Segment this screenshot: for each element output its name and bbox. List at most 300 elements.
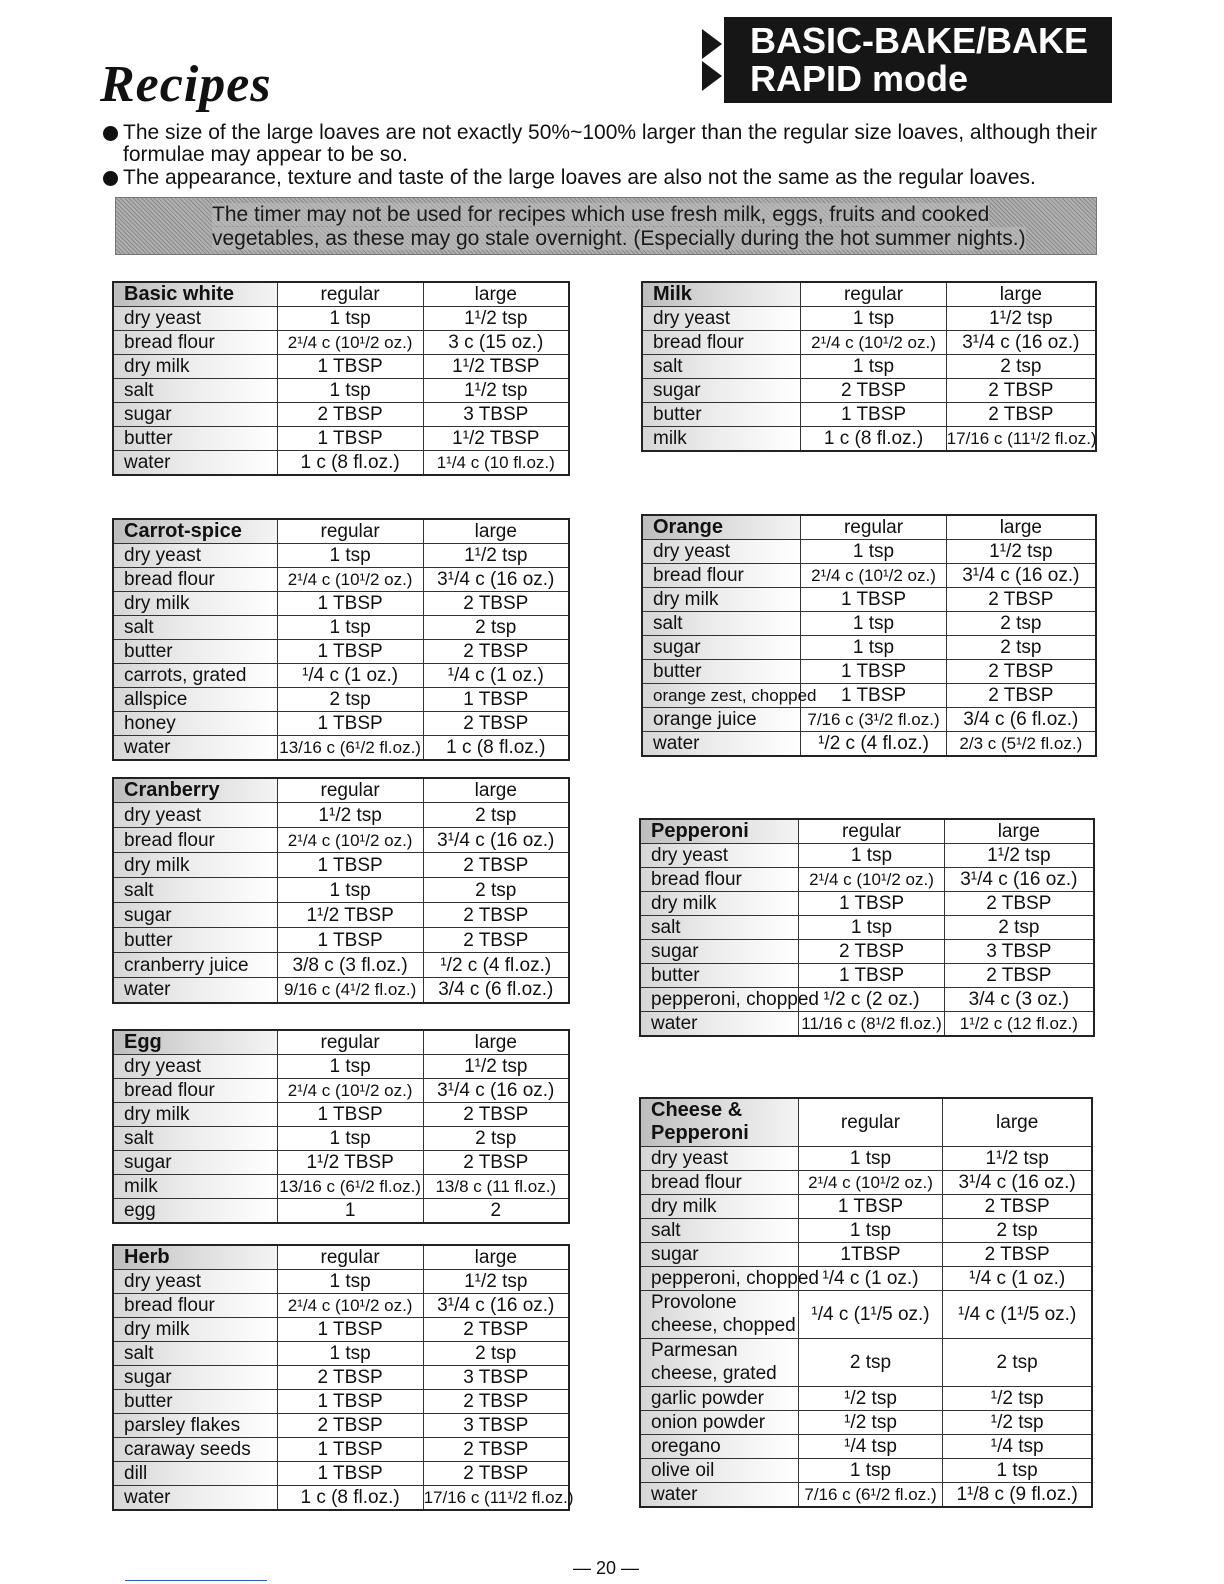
ingredient-cell: dry milk: [640, 892, 799, 916]
large-amount-cell: ¹/4 c (1 oz.): [943, 1266, 1092, 1290]
table-row: [640, 964, 1094, 988]
regular-amount-cell: 2 TBSP: [801, 379, 946, 403]
column-header-large: large: [944, 819, 1094, 844]
table-row: [113, 355, 569, 379]
regular-amount-cell: 11/16 c (8¹/2 fl.oz.): [799, 1012, 944, 1037]
ingredient-cell: dry milk: [113, 355, 277, 379]
banner-arrow-icon: [702, 17, 724, 103]
large-amount-cell: 2 tsp: [943, 1338, 1092, 1386]
table-row: [640, 868, 1094, 892]
recipe-name: Carrot-spice: [113, 519, 277, 544]
ingredient-cell: dry milk: [642, 588, 801, 612]
large-amount-cell: 2 TBSP: [423, 640, 569, 664]
regular-amount-cell: 2 TBSP: [799, 940, 944, 964]
regular-amount-cell: 1 c (8 fl.oz.): [277, 1486, 423, 1511]
table-header-row: [642, 282, 1096, 307]
ingredient-cell: orange juice: [642, 708, 801, 732]
large-amount-cell: 2 tsp: [423, 1127, 569, 1151]
regular-amount-cell: 1 tsp: [277, 1127, 423, 1151]
regular-amount-cell: 1 tsp: [277, 878, 423, 903]
ingredient-cell: dry yeast: [640, 1146, 798, 1170]
table-row: [113, 1390, 569, 1414]
regular-amount-cell: 2¹/4 c (10¹/2 oz.): [277, 1294, 423, 1318]
ingredient-cell: bread flour: [113, 568, 277, 592]
ingredient-cell: cranberry juice: [113, 953, 277, 978]
large-amount-cell: 1¹/2 c (12 fl.oz.): [944, 1012, 1094, 1037]
large-amount-cell: ¹/4 c (1 oz.): [423, 664, 569, 688]
regular-amount-cell: 1 tsp: [801, 636, 946, 660]
ingredient-cell: salt: [113, 1127, 277, 1151]
large-amount-cell: 2 TBSP: [423, 1438, 569, 1462]
ingredient-cell: dry milk: [113, 1103, 277, 1127]
large-amount-cell: 1 tsp: [943, 1458, 1092, 1482]
table-row: [642, 564, 1096, 588]
table-row: [113, 544, 569, 568]
ingredient-cell: onion powder: [640, 1410, 798, 1434]
recipe-name: Orange: [642, 515, 801, 540]
table-row: [640, 1242, 1092, 1266]
ingredient-cell: pepperoni, chopped: [640, 1266, 798, 1290]
large-amount-cell: 2 tsp: [944, 916, 1094, 940]
large-amount-cell: 2 tsp: [946, 355, 1096, 379]
large-amount-cell: 2 TBSP: [944, 892, 1094, 916]
ingredient-cell: sugar: [113, 1366, 277, 1390]
table-header-row: [113, 1030, 569, 1055]
column-header-regular: regular: [801, 515, 946, 540]
regular-amount-cell: 1 TBSP: [277, 1390, 423, 1414]
ingredient-cell: butter: [640, 964, 799, 988]
ingredient-cell: water: [113, 978, 277, 1003]
regular-amount-cell: 1 tsp: [277, 307, 423, 331]
ingredient-cell: Provolone cheese, chopped: [640, 1290, 798, 1338]
large-amount-cell: 2 TBSP: [944, 964, 1094, 988]
large-amount-cell: 3 TBSP: [423, 1414, 569, 1438]
table-row: [113, 331, 569, 355]
large-amount-cell: 3¹/4 c (16 oz.): [946, 564, 1096, 588]
regular-amount-cell: 2 tsp: [798, 1338, 943, 1386]
large-amount-cell: ¹/2 tsp: [943, 1410, 1092, 1434]
table-row: [113, 379, 569, 403]
ingredient-cell: dry milk: [113, 1318, 277, 1342]
regular-amount-cell: 1 tsp: [277, 544, 423, 568]
table-row: [113, 1151, 569, 1175]
table-header-row: [113, 519, 569, 544]
mode-line-1: BASIC-BAKE/BAKE: [750, 20, 1089, 61]
ingredient-cell: caraway seeds: [113, 1438, 277, 1462]
table-row: [113, 1079, 569, 1103]
regular-amount-cell: ¹/2 c (2 oz.): [799, 988, 944, 1012]
column-header-regular: regular: [799, 819, 944, 844]
regular-amount-cell: 1¹/2 TBSP: [277, 903, 423, 928]
regular-amount-cell: 2¹/4 c (10¹/2 oz.): [801, 331, 946, 355]
table-row: [642, 636, 1096, 660]
ingredient-cell: olive oil: [640, 1458, 798, 1482]
regular-amount-cell: 1 TBSP: [801, 684, 946, 708]
regular-amount-cell: 2 TBSP: [277, 1366, 423, 1390]
ingredient-cell: dry yeast: [113, 544, 277, 568]
large-amount-cell: 2 tsp: [423, 803, 569, 828]
regular-amount-cell: 1 TBSP: [277, 1462, 423, 1486]
large-amount-cell: 3¹/4 c (16 oz.): [946, 331, 1096, 355]
large-amount-cell: 2 TBSP: [946, 379, 1096, 403]
column-header-large: large: [423, 1030, 569, 1055]
notes-list: [103, 122, 1103, 190]
ingredient-cell: dry yeast: [113, 1270, 277, 1294]
regular-amount-cell: 1 TBSP: [798, 1194, 943, 1218]
large-amount-cell: 1¹/2 tsp: [946, 540, 1096, 564]
large-amount-cell: 2 TBSP: [423, 853, 569, 878]
table-row: [642, 540, 1096, 564]
column-header-large: large: [946, 515, 1096, 540]
ingredient-cell: water: [113, 451, 277, 476]
regular-amount-cell: 1 tsp: [277, 379, 423, 403]
table-row: [640, 1386, 1092, 1410]
ingredient-cell: water: [113, 1486, 277, 1511]
regular-amount-cell: 1 TBSP: [801, 660, 946, 684]
table-row: [113, 568, 569, 592]
ingredient-cell: milk: [113, 1175, 277, 1199]
ingredient-cell: butter: [113, 640, 277, 664]
ingredient-cell: water: [640, 1482, 798, 1507]
table-row: [113, 1127, 569, 1151]
large-amount-cell: 3/4 c (3 oz.): [944, 988, 1094, 1012]
regular-amount-cell: 1 TBSP: [277, 355, 423, 379]
table-row: [640, 1012, 1094, 1037]
ingredient-cell: dry milk: [113, 853, 277, 878]
table-row: [642, 684, 1096, 708]
ingredient-cell: salt: [113, 379, 277, 403]
large-amount-cell: 2 TBSP: [423, 1103, 569, 1127]
ingredient-cell: oregano: [640, 1434, 798, 1458]
ingredient-cell: bread flour: [113, 331, 277, 355]
large-amount-cell: 3¹/4 c (16 oz.): [423, 1294, 569, 1318]
regular-amount-cell: 1 TBSP: [277, 592, 423, 616]
regular-amount-cell: 1¹/2 tsp: [277, 803, 423, 828]
large-amount-cell: 2 TBSP: [946, 403, 1096, 427]
large-amount-cell: 2 TBSP: [946, 588, 1096, 612]
ingredient-cell: garlic powder: [640, 1386, 798, 1410]
large-amount-cell: 2 tsp: [946, 612, 1096, 636]
large-amount-cell: ¹/4 tsp: [943, 1434, 1092, 1458]
ingredient-cell: dry yeast: [642, 540, 801, 564]
regular-amount-cell: 1 tsp: [801, 307, 946, 331]
regular-amount-cell: 1 tsp: [277, 1270, 423, 1294]
large-amount-cell: 2 tsp: [943, 1218, 1092, 1242]
recipe-table-pepperoni: [639, 818, 1095, 1037]
large-amount-cell: 3¹/4 c (16 oz.): [423, 1079, 569, 1103]
ingredient-cell: dry yeast: [113, 1055, 277, 1079]
bullet-icon: [103, 171, 118, 186]
recipe-name: Egg: [113, 1030, 277, 1055]
ingredient-cell: dry yeast: [113, 803, 277, 828]
large-amount-cell: 2 tsp: [946, 636, 1096, 660]
ingredient-cell: salt: [642, 612, 801, 636]
regular-amount-cell: 1 TBSP: [277, 1438, 423, 1462]
regular-amount-cell: 1 TBSP: [277, 928, 423, 953]
regular-amount-cell: 1 tsp: [798, 1218, 943, 1242]
column-header-regular: regular: [277, 1245, 423, 1270]
regular-amount-cell: 1 tsp: [801, 355, 946, 379]
regular-amount-cell: 1 tsp: [799, 916, 944, 940]
column-header-regular: regular: [277, 778, 423, 803]
column-header-regular: regular: [277, 519, 423, 544]
table-row: [113, 1342, 569, 1366]
regular-amount-cell: 1 tsp: [277, 1055, 423, 1079]
recipe-table-egg: [112, 1029, 570, 1224]
column-header-large: large: [423, 778, 569, 803]
large-amount-cell: 3 TBSP: [423, 403, 569, 427]
large-amount-cell: 1¹/2 TBSP: [423, 355, 569, 379]
regular-amount-cell: 13/16 c (6¹/2 fl.oz.): [277, 1175, 423, 1199]
page-number: — 20 —: [573, 1558, 640, 1578]
large-amount-cell: 2 TBSP: [946, 684, 1096, 708]
large-amount-cell: 3¹/4 c (16 oz.): [423, 828, 569, 853]
ingredient-cell: salt: [640, 1218, 798, 1242]
regular-amount-cell: 2 TBSP: [277, 1414, 423, 1438]
table-row: [640, 1146, 1092, 1170]
ingredient-cell: bread flour: [642, 564, 801, 588]
large-amount-cell: 2 TBSP: [423, 1151, 569, 1175]
table-row: [642, 403, 1096, 427]
table-row: [640, 1410, 1092, 1434]
ingredient-cell: bread flour: [113, 1294, 277, 1318]
regular-amount-cell: 1 tsp: [277, 1342, 423, 1366]
table-header-row: [113, 282, 569, 307]
regular-amount-cell: 7/16 c (6¹/2 fl.oz.): [798, 1482, 943, 1507]
regular-amount-cell: ¹/4 c (1¹/5 oz.): [798, 1290, 943, 1338]
table-row: [113, 640, 569, 664]
recipe-name: Cheese & Pepperoni: [640, 1098, 798, 1146]
regular-amount-cell: ¹/4 c (1 oz.): [277, 664, 423, 688]
recipe-table-basic-white: [112, 281, 570, 476]
table-row: [642, 588, 1096, 612]
ingredient-cell: bread flour: [640, 1170, 798, 1194]
table-row: [642, 612, 1096, 636]
large-amount-cell: 3¹/4 c (16 oz.): [943, 1170, 1092, 1194]
ingredient-cell: bread flour: [642, 331, 801, 355]
regular-amount-cell: 1 c (8 fl.oz.): [801, 427, 946, 452]
ingredient-cell: salt: [113, 616, 277, 640]
table-row: [113, 978, 569, 1003]
column-header-regular: regular: [277, 282, 423, 307]
timer-warning-box: [115, 197, 1097, 255]
regular-amount-cell: 1 tsp: [801, 612, 946, 636]
table-row: [113, 688, 569, 712]
table-row: [640, 1194, 1092, 1218]
note-item: [103, 167, 1103, 189]
table-row: [113, 1294, 569, 1318]
ingredient-cell: butter: [113, 427, 277, 451]
ingredient-cell: parsley flakes: [113, 1414, 277, 1438]
regular-amount-cell: 1 TBSP: [801, 403, 946, 427]
ingredient-cell: dry milk: [640, 1194, 798, 1218]
ingredient-cell: salt: [113, 1342, 277, 1366]
ingredient-cell: sugar: [113, 403, 277, 427]
large-amount-cell: 2 TBSP: [423, 1390, 569, 1414]
recipe-table-carrot-spice: [112, 518, 570, 761]
regular-amount-cell: ¹/4 c (1 oz.): [798, 1266, 943, 1290]
column-header-large: large: [423, 519, 569, 544]
table-row: [113, 953, 569, 978]
ingredient-cell: pepperoni, chopped: [640, 988, 799, 1012]
ingredient-cell: milk: [642, 427, 801, 452]
large-amount-cell: 2 TBSP: [943, 1194, 1092, 1218]
bullet-icon: [103, 126, 118, 141]
large-amount-cell: 1 c (8 fl.oz.): [423, 736, 569, 761]
recipe-table-herb: [112, 1244, 574, 1511]
footer-link-line: [125, 1580, 267, 1581]
recipe-name: Cranberry: [113, 778, 277, 803]
large-amount-cell: 3¹/4 c (16 oz.): [423, 568, 569, 592]
column-header-large: large: [423, 1245, 569, 1270]
large-amount-cell: 3/4 c (6 fl.oz.): [423, 978, 569, 1003]
table-row: [640, 1434, 1092, 1458]
large-amount-cell: 1¹/2 TBSP: [423, 427, 569, 451]
large-amount-cell: 1¹/8 c (9 fl.oz.): [943, 1482, 1092, 1507]
large-amount-cell: 2 TBSP: [946, 660, 1096, 684]
large-amount-cell: 3 TBSP: [944, 940, 1094, 964]
table-row: [642, 708, 1096, 732]
ingredient-cell: salt: [113, 878, 277, 903]
regular-amount-cell: ¹/4 tsp: [798, 1434, 943, 1458]
large-amount-cell: 1¹/2 tsp: [423, 1270, 569, 1294]
regular-amount-cell: 2¹/4 c (10¹/2 oz.): [277, 828, 423, 853]
large-amount-cell: 1 TBSP: [423, 688, 569, 712]
table-row: [113, 403, 569, 427]
ingredient-cell: salt: [642, 355, 801, 379]
ingredient-cell: butter: [642, 403, 801, 427]
large-amount-cell: 2 TBSP: [423, 592, 569, 616]
regular-amount-cell: 2 tsp: [277, 688, 423, 712]
large-amount-cell: 1¹/4 c (10 fl.oz.): [423, 451, 569, 476]
ingredient-cell: sugar: [113, 1151, 277, 1175]
large-amount-cell: 1¹/2 tsp: [423, 544, 569, 568]
regular-amount-cell: 7/16 c (3¹/2 fl.oz.): [801, 708, 946, 732]
ingredient-cell: water: [640, 1012, 799, 1037]
large-amount-cell: 2/3 c (5¹/2 fl.oz.): [946, 732, 1096, 757]
large-amount-cell: 2 TBSP: [423, 1462, 569, 1486]
recipe-name: Basic white: [113, 282, 277, 307]
page-title: Recipes: [100, 56, 272, 113]
regular-amount-cell: 2¹/4 c (10¹/2 oz.): [277, 1079, 423, 1103]
regular-amount-cell: ¹/2 tsp: [798, 1410, 943, 1434]
table-row: [113, 616, 569, 640]
regular-amount-cell: 2¹/4 c (10¹/2 oz.): [799, 868, 944, 892]
ingredient-cell: honey: [113, 712, 277, 736]
table-row: [113, 1414, 569, 1438]
regular-amount-cell: 3/8 c (3 fl.oz.): [277, 953, 423, 978]
table-row: [113, 1438, 569, 1462]
table-row: [113, 1318, 569, 1342]
column-header-large: large: [946, 282, 1096, 307]
regular-amount-cell: 1 TBSP: [801, 588, 946, 612]
ingredient-cell: dry yeast: [640, 844, 799, 868]
regular-amount-cell: 1 TBSP: [277, 640, 423, 664]
table-row: [640, 1482, 1092, 1507]
table-row: [640, 1338, 1092, 1386]
table-row: [113, 451, 569, 476]
regular-amount-cell: 1 TBSP: [799, 892, 944, 916]
warning-line-1: The timer may not be used for recipes which use fresh milk, eggs, fruits and cooked: [212, 203, 990, 226]
large-amount-cell: 2 TBSP: [423, 712, 569, 736]
regular-amount-cell: 1 TBSP: [277, 427, 423, 451]
table-row: [113, 1270, 569, 1294]
regular-amount-cell: 1TBSP: [798, 1242, 943, 1266]
table-row: [640, 844, 1094, 868]
column-header-regular: regular: [801, 282, 946, 307]
regular-amount-cell: 1 TBSP: [277, 853, 423, 878]
regular-amount-cell: 1 c (8 fl.oz.): [277, 451, 423, 476]
ingredient-cell: allspice: [113, 688, 277, 712]
ingredient-cell: bread flour: [113, 828, 277, 853]
table-row: [113, 736, 569, 761]
large-amount-cell: ¹/2 tsp: [943, 1386, 1092, 1410]
large-amount-cell: 17/16 c (11¹/2 fl.oz.): [423, 1486, 569, 1511]
large-amount-cell: 2: [423, 1199, 569, 1224]
note-text: The appearance, texture and taste of the large loaves are also not the same as the regular loaves.: [123, 166, 1036, 189]
warning-line-2: vegetables, as these may go stale overnight. (Especially during the hot summer nights.): [212, 227, 1026, 250]
table-row: [113, 1486, 569, 1511]
ingredient-cell: sugar: [642, 379, 801, 403]
large-amount-cell: 1¹/2 tsp: [423, 1055, 569, 1079]
table-row: [113, 1462, 569, 1486]
ingredient-cell: sugar: [640, 940, 799, 964]
ingredient-cell: water: [113, 736, 277, 761]
large-amount-cell: 3 TBSP: [423, 1366, 569, 1390]
table-header-row: [642, 515, 1096, 540]
table-row: [113, 903, 569, 928]
table-row: [113, 307, 569, 331]
large-amount-cell: 3 c (15 oz.): [423, 331, 569, 355]
ingredient-cell: Parmesan cheese, grated: [640, 1338, 798, 1386]
large-amount-cell: 13/8 c (11 fl.oz.): [423, 1175, 569, 1199]
mode-banner: [702, 17, 1112, 103]
table-row: [640, 988, 1094, 1012]
table-row: [113, 928, 569, 953]
regular-amount-cell: 1 TBSP: [277, 1103, 423, 1127]
table-row: [640, 1266, 1092, 1290]
table-row: [640, 892, 1094, 916]
large-amount-cell: 3/4 c (6 fl.oz.): [946, 708, 1096, 732]
table-header-row: [113, 778, 569, 803]
ingredient-cell: butter: [113, 928, 277, 953]
ingredient-cell: dry yeast: [642, 307, 801, 331]
table-row: [640, 1170, 1092, 1194]
regular-amount-cell: 1 TBSP: [799, 964, 944, 988]
mode-line-2: RAPID mode: [750, 58, 969, 99]
large-amount-cell: 2 TBSP: [423, 928, 569, 953]
regular-amount-cell: 1 tsp: [801, 540, 946, 564]
large-amount-cell: ¹/4 c (1¹/5 oz.): [943, 1290, 1092, 1338]
ingredient-cell: dry yeast: [113, 307, 277, 331]
regular-amount-cell: 1 TBSP: [277, 712, 423, 736]
table-row: [642, 355, 1096, 379]
table-row: [113, 1175, 569, 1199]
table-row: [113, 712, 569, 736]
table-row: [642, 427, 1096, 452]
regular-amount-cell: 13/16 c (6¹/2 fl.oz.): [277, 736, 423, 761]
table-row: [113, 1055, 569, 1079]
column-header-regular: regular: [277, 1030, 423, 1055]
table-row: [640, 916, 1094, 940]
ingredient-cell: sugar: [640, 1242, 798, 1266]
large-amount-cell: 2 TBSP: [423, 1318, 569, 1342]
ingredient-cell: salt: [640, 916, 799, 940]
table-row: [642, 307, 1096, 331]
recipe-table-orange: [641, 514, 1097, 757]
regular-amount-cell: 2¹/4 c (10¹/2 oz.): [798, 1170, 943, 1194]
regular-amount-cell: 1 tsp: [798, 1146, 943, 1170]
